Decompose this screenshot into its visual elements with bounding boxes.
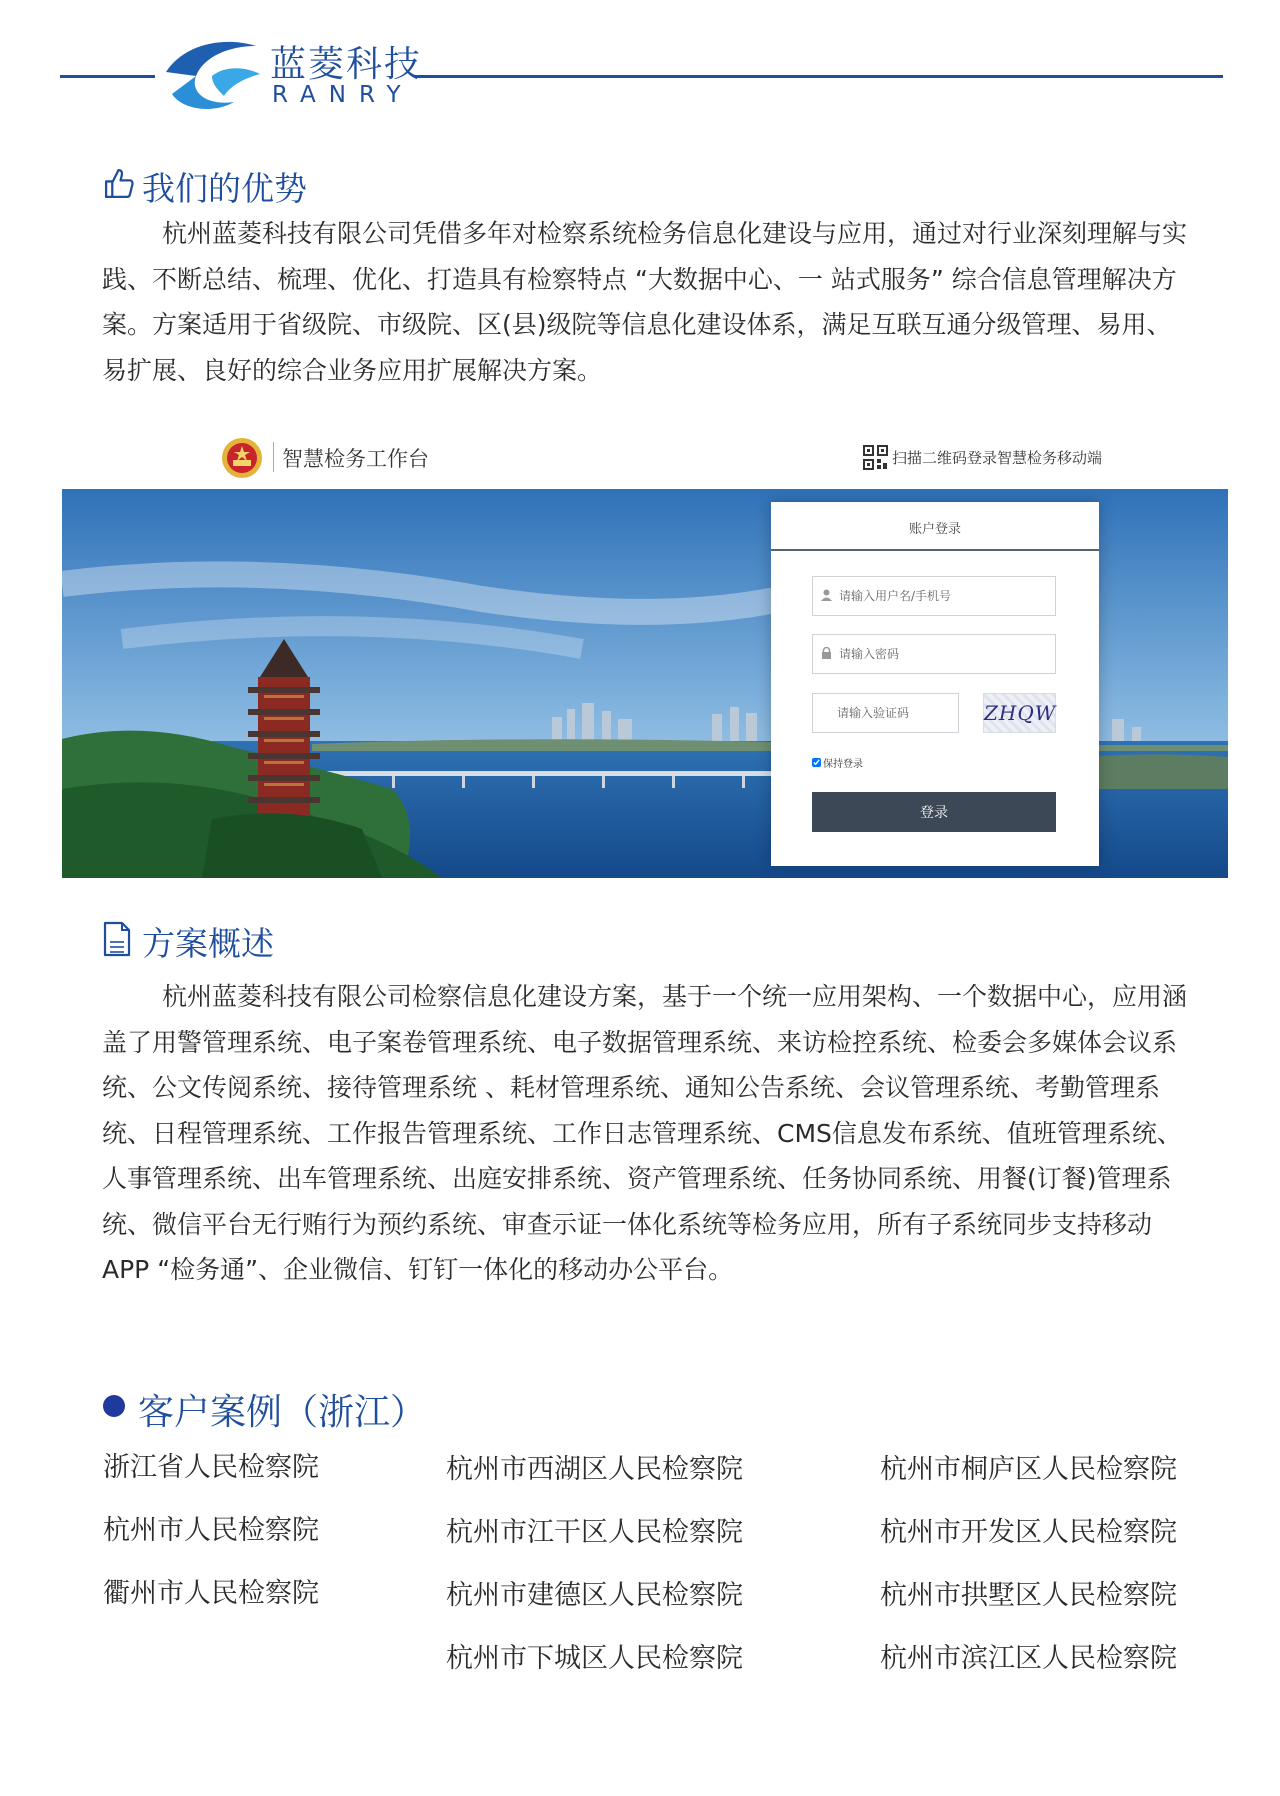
ranry-logo-icon: [160, 36, 266, 114]
captcha-input[interactable]: [812, 693, 959, 733]
qr-login-hint[interactable]: 扫描二维码登录智慧检务移动端: [892, 449, 1103, 467]
app-title: 智慧检务工作台: [282, 447, 429, 471]
client-item: 衢州市人民检察院: [103, 1578, 319, 1609]
client-item: 浙江省人民检察院: [103, 1452, 319, 1483]
remember-checkbox[interactable]: [812, 758, 821, 767]
login-button[interactable]: 登录: [812, 792, 1056, 832]
topbar-divider: [273, 442, 274, 472]
login-card: [771, 502, 1099, 866]
clients-title: 客户案例（浙江）: [138, 1392, 427, 1433]
remember-login[interactable]: [812, 755, 863, 770]
brand-name-en: RANRY: [272, 82, 414, 108]
client-item: 杭州市建德区人民检察院: [446, 1580, 743, 1611]
header-rule-left: [60, 75, 155, 78]
login-title-divider: [771, 549, 1099, 551]
overview-paragraph: [102, 974, 1187, 1293]
username-input[interactable]: [812, 576, 1056, 616]
advantages-paragraph: [102, 211, 1187, 393]
header-rule-right: [415, 75, 1223, 78]
client-item: 杭州市开发区人民检察院: [880, 1517, 1177, 1548]
remember-label: 保持登录: [823, 759, 863, 770]
captcha-image[interactable]: ZHQW: [983, 693, 1056, 733]
client-item: 杭州市江干区人民检察院: [446, 1517, 743, 1548]
password-input[interactable]: [812, 634, 1056, 674]
lock-icon: [821, 647, 832, 659]
login-title: 账户登录: [908, 522, 961, 537]
client-item: 杭州市人民检察院: [103, 1515, 319, 1546]
client-item: 杭州市西湖区人民检察院: [446, 1454, 743, 1485]
client-item: 杭州市拱墅区人民检察院: [880, 1580, 1177, 1611]
overview-title: 方案概述: [142, 924, 274, 963]
client-item: 杭州市下城区人民检察院: [446, 1643, 743, 1674]
bullet-dot: [103, 1395, 125, 1417]
qr-code-icon[interactable]: [863, 445, 888, 470]
user-icon: [821, 589, 832, 601]
client-item: 杭州市滨江区人民检察院: [880, 1643, 1177, 1674]
procuratorate-emblem-icon: [220, 436, 264, 480]
overview-text: 杭州蓝菱科技有限公司检察信息化建设方案，基于一个统一应用架构、一个数据中心，应用涵盖了用警管理系统、电子案卷管理系统、电子数据管理系统、来访检控系统、检委会多媒体会议系统、公文传阅系统、接待管理系统 、耗材管理系统、通知公告系统、会议管理系统、考勤管理系统、日程管理系统、工作报告管理系统、工作日志管理系统、CMS信息发布系统、值班管理系统、人事管理系统、出车管理系统、出庭安排系统、资产管理系统、任务协同系统、用餐(订餐)管理系统、微信平台无行贿行为预约系统、审查示证一体化系统等检务应用，所有子系统同步支持移动APP “检务通”、企业微信、钉钉一体化的移动办公平台。: [102, 982, 1188, 1284]
thumbs-up-icon: [103, 167, 136, 200]
advantages-text: 杭州蓝菱科技有限公司凭借多年对检察系统检务信息化建设与应用，通过对行业深刻理解与实践、不断总结、梳理、优化、打造具有检察特点 “大数据中心、一 站式服务” 综合信息管理解决方案。方案适用于省级院、市级院、区(县)级院等信息化建设体系，满足互联互通分级管理、易用、易扩展、良好的综合业务应用扩展解决方案。: [102, 219, 1188, 385]
document-icon: [103, 921, 131, 957]
client-item: 杭州市桐庐区人民检察院: [880, 1454, 1177, 1485]
advantages-title: 我们的优势: [142, 169, 307, 208]
brand-name-cn: 蓝菱科技: [270, 44, 423, 85]
